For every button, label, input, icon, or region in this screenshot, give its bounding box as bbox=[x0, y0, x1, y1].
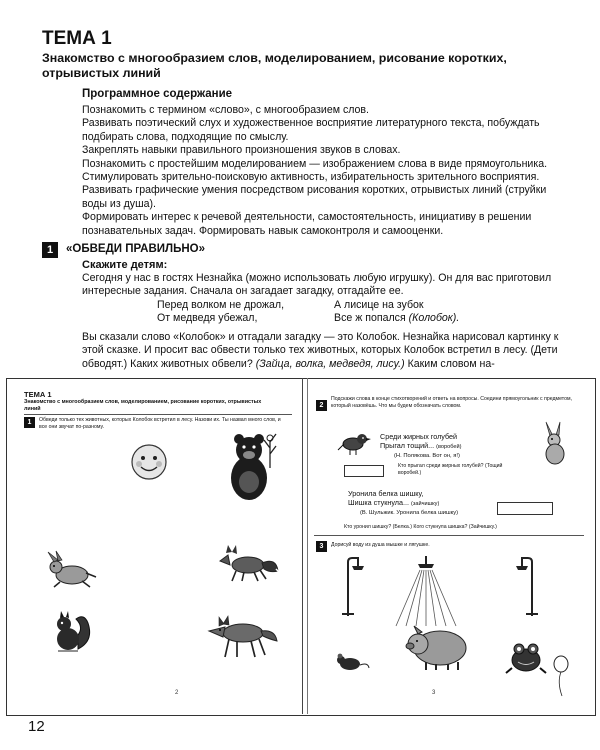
riddle-left bbox=[157, 299, 284, 326]
program-heading: Программное содержание bbox=[82, 88, 233, 100]
workbook-task-number: 1 bbox=[24, 417, 35, 428]
exercise-explanation bbox=[82, 331, 562, 371]
wolf-picture bbox=[203, 611, 279, 659]
poem-text: Шишка стукнула... bbox=[348, 498, 411, 507]
workbook-right-page-number: 3 bbox=[432, 690, 436, 696]
sparrow-picture bbox=[338, 430, 372, 456]
fox-picture bbox=[218, 543, 280, 583]
question-2: Кто уронил шишку? (Белка.) Кого стукнула шишка? (Зайчишку.) bbox=[344, 524, 497, 530]
poem-line: Среди жирных голубей bbox=[380, 432, 457, 441]
explanation-note: (Дети обводят.) bbox=[82, 344, 558, 370]
explanation-text: Каких животных обвели? bbox=[127, 357, 256, 370]
poem-1 bbox=[380, 432, 461, 461]
question-1: Кто прыгал среди жирных голубей? (Тощий воробей.) bbox=[398, 463, 503, 476]
kolobok-picture bbox=[128, 441, 170, 483]
poem-2 bbox=[348, 489, 458, 518]
riddle-line: Перед волком не дрожал, bbox=[157, 299, 285, 311]
mouse-picture bbox=[334, 652, 370, 672]
program-line: Познакомить с термином «слово», с многообразием слов. bbox=[82, 104, 369, 116]
answer-rectangle[interactable] bbox=[497, 502, 553, 515]
page-number: 12 bbox=[28, 718, 45, 735]
page-title: ТЕМА 1 bbox=[42, 28, 112, 49]
answer-rectangle[interactable] bbox=[344, 465, 384, 477]
hare-picture bbox=[46, 551, 98, 589]
program-line: Развивать графические умения посредством рисования коротких, отрывистых линий (струйки воды из душа). bbox=[82, 184, 547, 210]
bear-picture bbox=[222, 428, 280, 504]
balloon-picture bbox=[552, 656, 570, 696]
squirrel-picture bbox=[48, 609, 94, 653]
program-line: Развивать поэтический слух и художественное восприятие литературного текста, побуждать подбирать слова, подходящие по смыслу. bbox=[82, 117, 540, 143]
riddle-line: От медведя убежал, bbox=[157, 312, 258, 325]
exercise-title: «ОБВЕДИ ПРАВИЛЬНО» bbox=[66, 243, 206, 255]
poem-source: (Н. Полякова. Вот он, я!) bbox=[394, 453, 460, 459]
shower-right-picture bbox=[512, 556, 552, 616]
workbook-task-number: 3 bbox=[316, 541, 327, 552]
explanation-text: Каким словом на- bbox=[404, 357, 495, 370]
poem-line bbox=[380, 441, 461, 452]
poem-source: (В. Шульжик. Уронила белка шишку) bbox=[360, 510, 459, 516]
pig-picture bbox=[404, 624, 474, 672]
poem-text: Прыгал тощий... bbox=[380, 441, 437, 450]
page-subtitle: Знакомство с многообразием слов, моделированием, рисование коротких, отрывистых линий bbox=[42, 51, 507, 80]
program-line: Формировать интерес к речевой деятельности, самостоятельность, инициативу в решении познавательных задач. Формировать навык самоконтроля и самооценки. bbox=[82, 211, 532, 237]
workbook-task-text: Дорисуй воду из душа мышке и лягушке. bbox=[331, 542, 430, 548]
hare-small-picture bbox=[540, 422, 570, 466]
program-line: Закреплять навыки правильного произношения звуков в словах. bbox=[82, 144, 401, 157]
spread-fold bbox=[302, 378, 303, 714]
program-line: Познакомить с простейшим моделированием — изображением слова в виде прямоугольника. bbox=[82, 157, 548, 170]
explanation-answer: (Зайца, волка, медведя, лису.) bbox=[255, 357, 405, 370]
riddle-line: А лисице на зубок bbox=[334, 299, 424, 311]
riddle-answer: (Колобок). bbox=[408, 312, 460, 325]
exercise-number-badge: 1 bbox=[42, 242, 58, 258]
workbook-left-title: ТЕМА 1 bbox=[24, 390, 52, 399]
workbook-task-text: Подскажи слова в конце стихотворений и ответь на вопросы. Соедини прямоугольник с предметом, который назовёшь. Что мы будем обозначать словом. bbox=[331, 396, 573, 409]
workbook-task-text: Обведи только тех животных, которых Колобок встретил в лесу. Назови их. Ты назвал много слов, и все они звучат по-разному. bbox=[39, 417, 281, 430]
workbook-right-rule bbox=[314, 535, 584, 536]
riddle-line-text: Все ж попался bbox=[334, 312, 409, 325]
program-line: Стимулировать зрительно-поисковую активность, избирательность зрительного восприятия. bbox=[82, 171, 540, 184]
poem-line bbox=[348, 498, 458, 509]
workbook-left-rule bbox=[24, 414, 292, 415]
poem-hint: (зайчишку) bbox=[410, 501, 440, 507]
shower-left-picture bbox=[328, 556, 368, 616]
exercise-intro: Сегодня у нас в гостях Незнайка (можно использовать любую игрушку). Он для вас приготовил интересные задания. Сначала он загадает загадку, отгадайте ее. bbox=[82, 272, 552, 298]
poem-line: Уронила белка шишку, bbox=[348, 489, 424, 498]
workbook-left-page-number: 2 bbox=[175, 690, 179, 696]
say-heading: Скажите детям: bbox=[82, 259, 168, 271]
workbook-task-number: 2 bbox=[316, 400, 327, 411]
riddle-right bbox=[334, 299, 459, 326]
riddle-line bbox=[334, 312, 459, 325]
workbook-left-subtitle: Знакомство с многообразием слов, моделированием, рисование коротких, отрывистых линий bbox=[24, 399, 262, 412]
frog-picture bbox=[506, 640, 546, 674]
explanation-text: Вы сказали слово «Колобок» и отгадали загадку — это Колобок. Незнайка нарисовал картинку к этой сказке. И просит вас обвести только тех животных, которых Колобок встретил в лесу. bbox=[82, 331, 559, 357]
program-content bbox=[82, 104, 562, 238]
poem-hint: (воробей) bbox=[436, 444, 462, 450]
shower-middle-picture bbox=[386, 556, 466, 628]
spread-fold-edge bbox=[307, 378, 308, 714]
